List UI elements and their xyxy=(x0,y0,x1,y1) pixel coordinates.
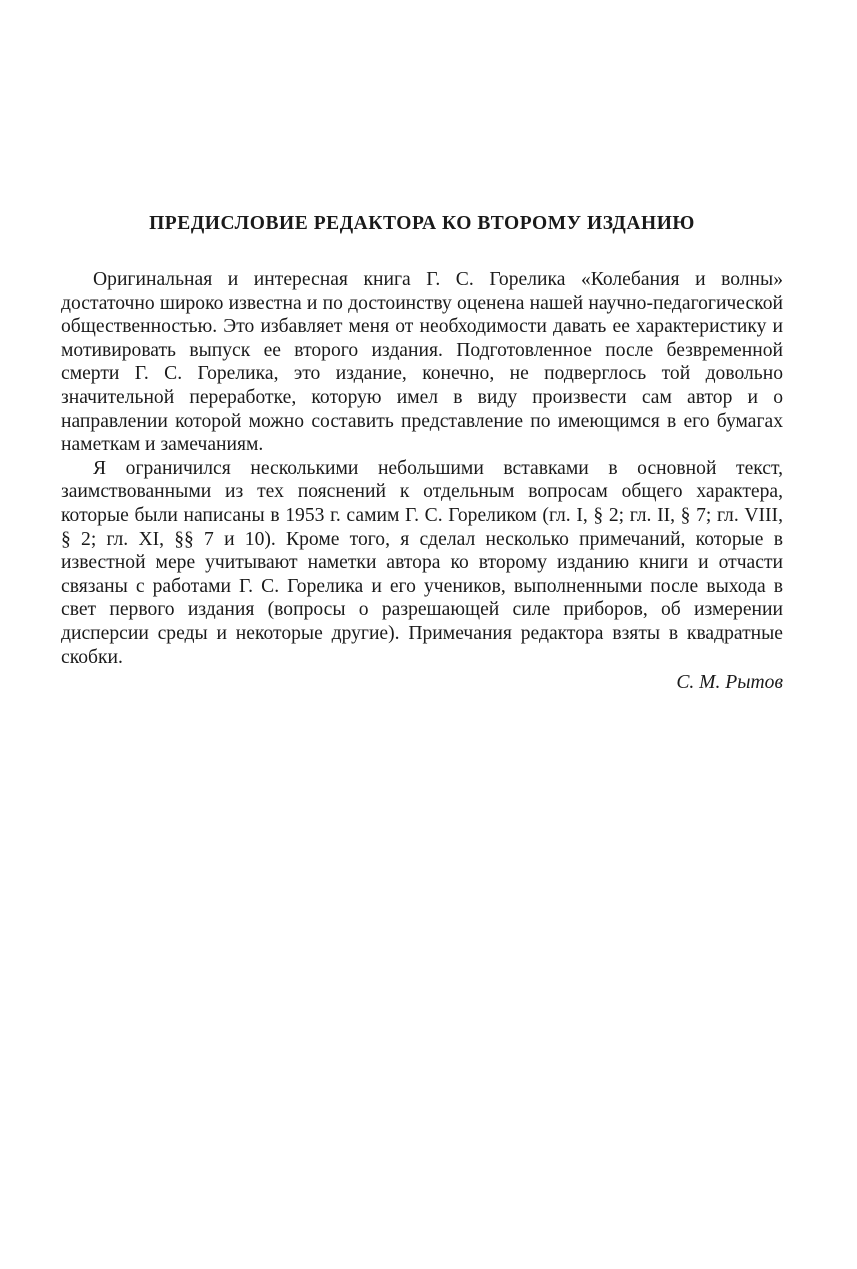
page-title: ПРЕДИСЛОВИЕ РЕДАКТОРА КО ВТОРОМУ ИЗДАНИЮ xyxy=(149,213,695,234)
author-signature: С. М. Рытов xyxy=(676,672,783,694)
paragraph: Я ограничился несколькими небольшими вставками в основной текст, заимствованными из тех пояснений к отдельным вопросам общего характера, которые были написаны в 1953 г. самим Г. С. Гореликом (гл. I, § 2; гл. II, § 7; гл. VIII, § 2; гл. XI, §§ 7 и 10). Кроме того, я сделал несколько примечаний, которые в известной мере учитывают наметки автора ко второму изданию книги и отчасти связаны с работами Г. С. Горелика и его учеников, выполненными после выхода в свет первого издания (вопросы о разрешающей силе приборов, об измерении дисперсии среды и некоторые другие). Примечания редактора взяты в квадратные скобки. xyxy=(61,457,783,668)
paragraph: Оригинальная и интересная книга Г. С. Горелика «Колебания и волны» достаточно широко известна и по достоинству оценена нашей научно-педагогической общественностью. Это избавляет меня от необходимости давать ее характеристику и мотивировать выпуск ее второго издания. Подготовленное после безвременной смерти Г. С. Горелика, это издание, конечно, не подверглось той довольно значительной переработке, которую имел в виду произвести сам автор и о направлении которой можно составить представление по имеющимся в его бумагах наметкам и замечаниям. xyxy=(61,269,783,456)
body-text xyxy=(61,268,783,695)
document-page xyxy=(61,200,783,695)
